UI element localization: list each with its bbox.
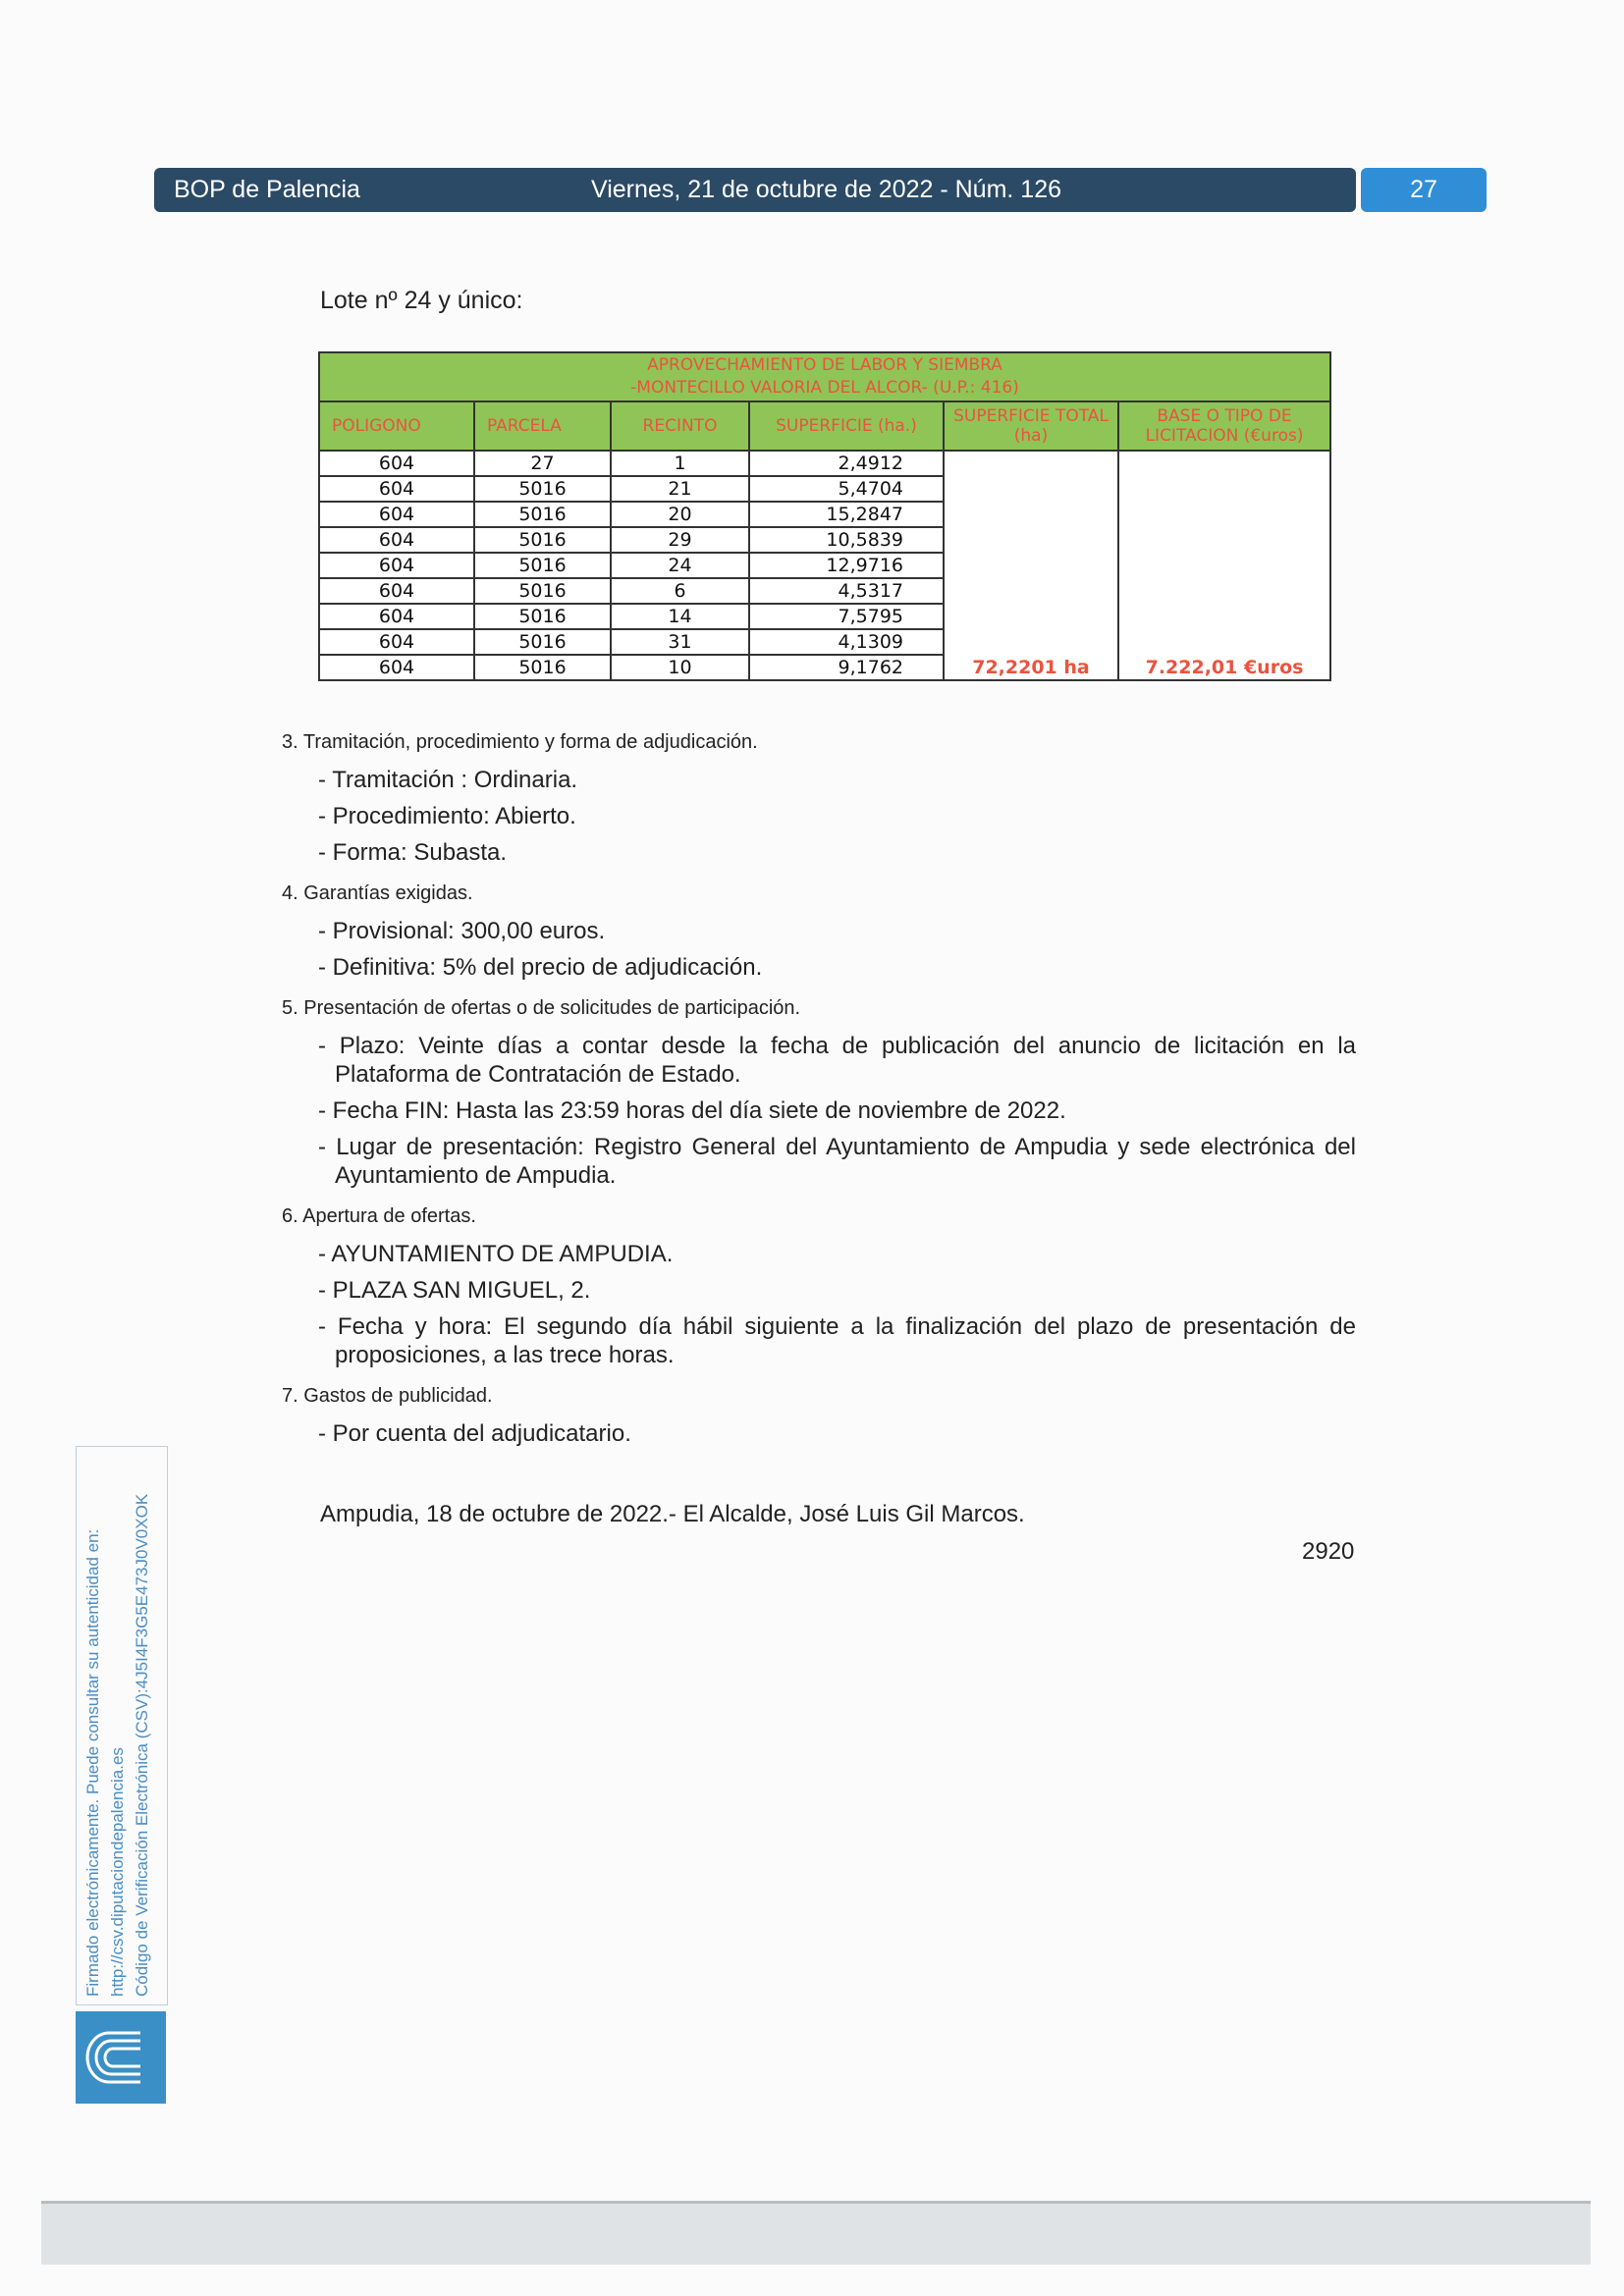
list-item: - Fecha FIN: Hasta las 23:59 horas del día siete de noviembre de 2022. [318, 1097, 1066, 1124]
table-title-line2: -MONTECILLO VALORIA DEL ALCOR- (U.P.: 416) [630, 378, 1019, 398]
table-cell: 604 [319, 476, 474, 502]
table-cell: 4,5317 [749, 578, 944, 604]
lot-table [318, 351, 1331, 681]
table-cell: 604 [319, 578, 474, 604]
table-cell: 9,1762 [749, 655, 944, 680]
table-cell: 10 [611, 655, 749, 680]
table-cell: 604 [319, 502, 474, 527]
table-cell: 27 [474, 451, 611, 476]
list-item: - Por cuenta del adjudicatario. [318, 1420, 631, 1447]
table-cell: 24 [611, 553, 749, 578]
table-cell: 604 [319, 604, 474, 629]
list-item: - Definitiva: 5% del precio de adjudicación. [318, 954, 763, 981]
verification-text [81, 1447, 154, 1997]
page-number: 27 [1361, 168, 1487, 212]
list-item: - Forma: Subasta. [318, 839, 508, 866]
section [282, 997, 1356, 1190]
table-row [319, 451, 1330, 476]
issue-date: Viernes, 21 de octubre de 2022 - Núm. 126 [591, 176, 1062, 203]
table-cell: 10,5839 [749, 527, 944, 553]
table-cell: 15,2847 [749, 502, 944, 527]
scan-bottom-strip [41, 2201, 1591, 2265]
list-item: - Tramitación : Ordinaria. [318, 767, 578, 793]
section [282, 1385, 1356, 1448]
column-header: POLIGONO [319, 401, 474, 451]
table-cell: 5016 [474, 578, 611, 604]
table-title-line1: APROVECHAMIENTO DE LABOR Y SIEMBRA [647, 355, 1002, 375]
section [282, 1205, 1356, 1369]
section-title: 7. Gastos de publicidad. [282, 1385, 493, 1407]
total-base-licitacion: 7.222,01 €uros [1118, 451, 1330, 680]
table-cell: 604 [319, 655, 474, 680]
table-cell: 604 [319, 553, 474, 578]
list-item: - AYUNTAMIENTO DE AMPUDIA. [318, 1241, 674, 1267]
column-header: PARCELA [474, 401, 611, 451]
table-cell: 14 [611, 604, 749, 629]
page-header [154, 168, 1356, 212]
table-body [319, 451, 1330, 680]
table-cell: 604 [319, 451, 474, 476]
table-cell: 21 [611, 476, 749, 502]
table-cell: 5016 [474, 553, 611, 578]
table-cell: 5016 [474, 527, 611, 553]
table-cell: 5016 [474, 476, 611, 502]
column-header: SUPERFICIE TOTAL (ha) [944, 401, 1118, 451]
list-item: - Lugar de presentación: Registro General del Ayuntamiento de Ampudia y sede electrónica del Ayuntamiento de Ampudia. [318, 1134, 1356, 1189]
verification-line-1: Firmado electrónicamente. Puede consultar su autenticidad en: [83, 1528, 102, 1997]
list-item: - Provisional: 300,00 euros. [318, 918, 606, 944]
column-header: BASE O TIPO DE LICITACION (€uros) [1118, 401, 1330, 451]
table-cell: 604 [319, 527, 474, 553]
column-header: SUPERFICIE (ha.) [749, 401, 944, 451]
table-cell: 5016 [474, 629, 611, 655]
table-cell: 4,1309 [749, 629, 944, 655]
table-cell: 604 [319, 629, 474, 655]
table-cell: 2,4912 [749, 451, 944, 476]
announcement-code: 2920 [1302, 1538, 1355, 1565]
table-cell: 31 [611, 629, 749, 655]
table-cell: 5016 [474, 502, 611, 527]
closing-signature: Ampudia, 18 de octubre de 2022.- El Alcalde, José Luis Gil Marcos. [320, 1501, 1025, 1527]
section-title: 6. Apertura de ofertas. [282, 1205, 476, 1227]
diputacion-logo-icon [76, 2011, 166, 2104]
list-item: - Fecha y hora: El segundo día hábil siguiente a la finalización del plazo de presentación de proposiciones, a las trece horas. [318, 1313, 1356, 1368]
list-item: - PLAZA SAN MIGUEL, 2. [318, 1277, 591, 1304]
table-cell: 5016 [474, 604, 611, 629]
sections [282, 731, 1356, 1464]
verification-csv: Código de Verificación Electrónica (CSV):4J5I4F3G5E473J0V0XOK [133, 1493, 151, 1997]
table-cell: 5,4704 [749, 476, 944, 502]
section-title: 3. Tramitación, procedimiento y forma de adjudicación. [282, 731, 758, 753]
table-cell: 6 [611, 578, 749, 604]
list-item: - Procedimiento: Abierto. [318, 803, 576, 829]
section [282, 882, 1356, 982]
lote-title: Lote nº 24 y único: [320, 287, 523, 314]
table-title [319, 352, 1330, 401]
table-cell: 7,5795 [749, 604, 944, 629]
table-cell: 5016 [474, 655, 611, 680]
section-title: 4. Garantías exigidas. [282, 882, 473, 904]
table-cell: 29 [611, 527, 749, 553]
list-item: - Plazo: Veinte días a contar desde la fecha de publicación del anuncio de licitación en la Plataforma de Contratación de Estado. [318, 1033, 1356, 1088]
table-cell: 20 [611, 502, 749, 527]
section [282, 731, 1356, 867]
column-header: RECINTO [611, 401, 749, 451]
publication-name: BOP de Palencia [174, 176, 360, 203]
verification-url[interactable]: http://csv.diputaciondepalencia.es [108, 1747, 127, 1997]
table-cell: 1 [611, 451, 749, 476]
table-cell: 12,9716 [749, 553, 944, 578]
section-title: 5. Presentación de ofertas o de solicitudes de participación. [282, 997, 801, 1019]
total-superficie: 72,2201 ha [944, 451, 1118, 680]
